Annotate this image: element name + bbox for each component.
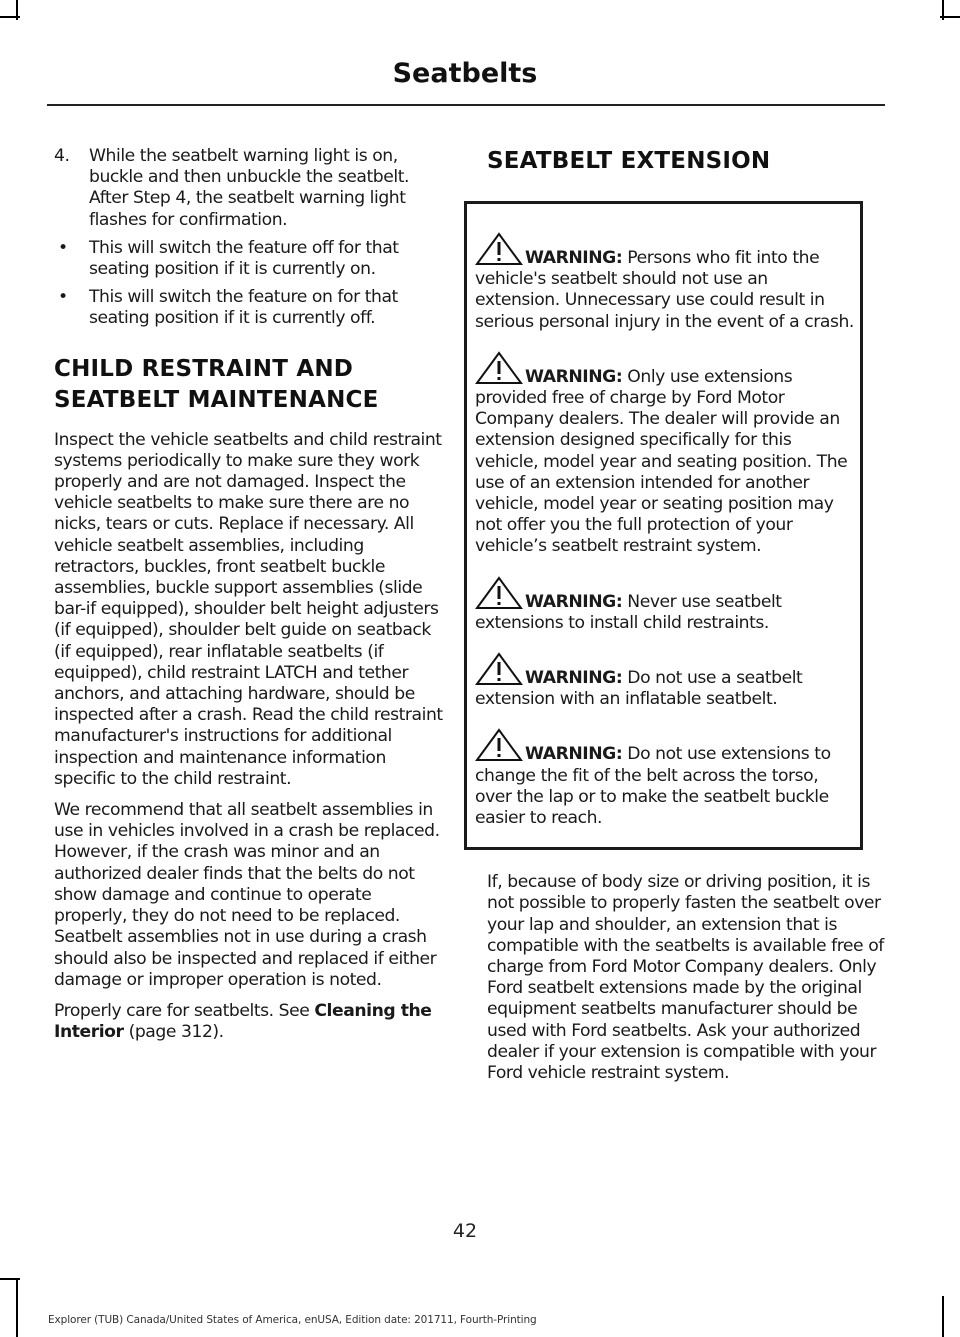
- paragraph-text: Properly care for seatbelts. See: [54, 1000, 315, 1021]
- warning-label: WARNING:: [525, 248, 623, 268]
- crop-mark: [16, 1280, 18, 1337]
- warning-text: Only use extensions provided free of charge by Ford Motor Company dealers. The dealer will provide an extension designed specifically for this vehicle, model year and seating position. The use of an extension intended for another vehicle, model year or seating position may not offer you the full protection of your vehicle’s seatbelt restraint system.: [475, 366, 848, 557]
- page-reference: (page 312).: [123, 1022, 224, 1043]
- warning-triangle-icon: [475, 728, 523, 762]
- bullet: •: [58, 287, 68, 308]
- warning-label: WARNING:: [525, 744, 623, 765]
- crop-mark: [0, 16, 20, 18]
- warning: [475, 351, 854, 558]
- paragraph: [54, 1001, 447, 1043]
- warning-triangle-icon: [475, 351, 523, 385]
- page-number: 42: [452, 1220, 478, 1242]
- warning: [475, 232, 854, 333]
- list-number: 4.: [54, 146, 70, 166]
- list-item: [54, 287, 447, 329]
- warning: [475, 652, 854, 710]
- warning-box: [464, 201, 863, 850]
- page-title: Seatbelts: [392, 58, 538, 89]
- warning-text: Do not use a seatbelt extension with an inflatable seatbelt.: [475, 668, 803, 710]
- crop-mark: [942, 1296, 944, 1337]
- bullet: •: [58, 237, 68, 258]
- list-item: [54, 146, 447, 231]
- section-heading: SEATBELT EXTENSION: [487, 148, 771, 174]
- warning-text: Never use seatbelt extensions to install child restraints.: [475, 591, 782, 633]
- paragraph: If, because of body size or driving position, it is not possible to properly fasten the seatbelt over your lap and shoulder, an extension that is compatible with the seatbelts is available free of charge from Ford Motor Company dealers. Only Ford seatbelt extensions made by the original equipment seatbelts manufacturer should be used with Ford seatbelts. Ask your authorized dealer if your extension is compatible with your Ford vehicle restraint system.: [487, 872, 884, 1084]
- warning-triangle-icon: [475, 576, 523, 610]
- right-column: [475, 146, 885, 1094]
- paragraph: We recommend that all seatbelt assemblies in use in vehicles involved in a crash be replaced. However, if the crash was minor and an authorized dealer finds that the belts do not show damage and continue to operate properly, they do not need to be replaced. Seatbelt assemblies not in use during a crash should also be inspected and replaced if either damage or improper operation is noted.: [54, 800, 440, 990]
- heading-line: SEATBELT MAINTENANCE: [54, 386, 379, 413]
- cross-reference-link[interactable]: Cleaning the Interior: [54, 1000, 432, 1043]
- warning-label: WARNING:: [525, 591, 623, 612]
- warning-text: Do not use extensions to change the fit of the belt across the torso, over the lap or to make the seatbelt buckle easier to reach.: [475, 744, 831, 829]
- list-item-text: While the seatbelt warning light is on, buckle and then unbuckle the seatbelt. After Step 4, the seatbelt warning light flashes for confirmation.: [89, 146, 410, 230]
- edition-footer: Explorer (TUB) Canada/United States of America, enUSA, Edition date: 201711, Fourth-Printing: [48, 1314, 537, 1326]
- paragraph: Inspect the vehicle seatbelts and child restraint systems periodically to make sure they work properly and are not damaged. Inspect the vehicle seatbelts to make sure there are no nicks, tears or cuts. Replace if necessary. All vehicle seatbelt assemblies, including retractors, buckles, front seatbelt buckle assemblies, buckle support assemblies (slide bar-if equipped), shoulder belt height adjusters (if equipped), shoulder belt guide on seatback (if equipped), rear inflatable seatbelts (if equipped), child restraint LATCH and tether anchors, and attaching hardware, should be inspected after a crash. Read the child restraint manufacturer's instructions for additional inspection and maintenance information specific to the child restraint.: [54, 429, 443, 789]
- warning-label: WARNING:: [525, 366, 623, 387]
- heading-line: CHILD RESTRAINT AND: [54, 355, 354, 382]
- warning-triangle-icon: [475, 232, 523, 266]
- warning-label: WARNING:: [525, 668, 623, 689]
- warning-text: Persons who fit into the vehicle's seatbelt should not use an extension. Unnecessary use could result in serious personal injury in the event of a crash.: [475, 248, 854, 332]
- crop-mark: [940, 16, 960, 18]
- list-item: [54, 238, 447, 280]
- warning: [475, 576, 854, 634]
- list-item-text: This will switch the feature off for that seating position if it is currently on.: [89, 237, 399, 280]
- header-divider: [47, 104, 885, 106]
- crop-mark: [0, 1278, 20, 1280]
- list-item-text: This will switch the feature on for that seating position if it is currently off.: [89, 287, 398, 329]
- left-column: [54, 146, 447, 1053]
- warning-triangle-icon: [475, 652, 523, 686]
- warning: [475, 728, 854, 829]
- section-heading: [54, 354, 447, 416]
